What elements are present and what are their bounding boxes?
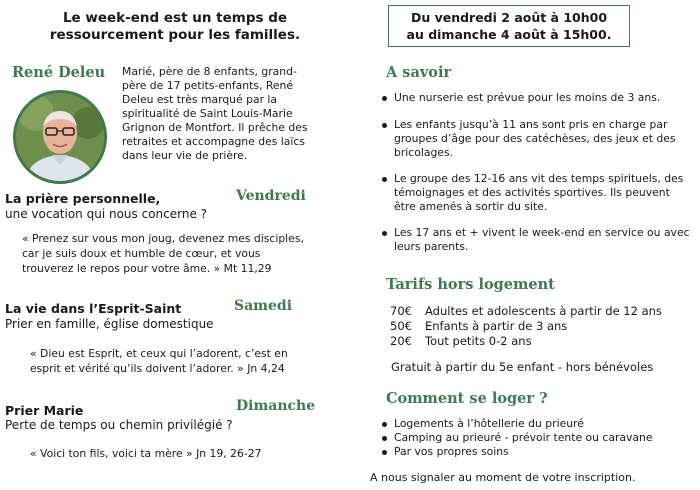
speaker-portrait-image [16, 93, 104, 181]
logement-heading: Comment se loger ? [386, 390, 548, 407]
tarif-label: Enfants à partir de 3 ans [425, 319, 568, 333]
bullet-icon [382, 177, 387, 182]
session-quote: « Voici ton fils, voici ta mère » Jn 19, 26-27 [30, 447, 262, 460]
tarif-price: 20€ [390, 334, 412, 348]
date-box: Du vendredi 2 août à 10h00 au dimanche 4 août à 15h00. [388, 5, 630, 47]
session-title: La vie dans l’Esprit-Saint [5, 301, 182, 316]
list-item: Logements à l’hôtellerie du prieuré [378, 417, 698, 431]
tarifs-note: Gratuit à partir du 5e enfant - hors bénévoles [391, 360, 654, 374]
bullet-icon [382, 436, 387, 441]
session-title: La prière personnelle, [5, 191, 161, 206]
headline: Le week-end est un temps de ressourcement pour les familles. [49, 10, 301, 43]
list-item: Le groupe des 12-16 ans vit des temps spirituels, des témoignages et des activités sportives. Ils peuvent être amenés à sortir du site. [378, 172, 698, 214]
speaker-bio: Marié, père de 8 enfants, grand- père de 17 petits-enfants, René Deleu est très marqué par la spiritualité de Saint Louis-Marie Grignon de Montfort. Il prêche des retraites et accompagne des laïcs dans leur vie de prière. [122, 65, 308, 162]
session-subtitle: une vocation qui nous concerne ? [5, 207, 208, 221]
session-day: Dimanche [236, 398, 316, 414]
tarif-price: 70€ [390, 304, 412, 318]
bullet-icon [382, 422, 387, 427]
a-savoir-list [378, 91, 698, 254]
logement-note: A nous signaler au moment de votre inscription. [370, 471, 636, 484]
bullet-icon [382, 231, 387, 236]
list-item: Par vos propres soins [378, 445, 698, 459]
tarif-row [390, 304, 662, 319]
logement-list [378, 417, 698, 459]
bullet-icon [382, 450, 387, 455]
tarif-row [390, 319, 567, 334]
session-day: Samedi [234, 298, 293, 314]
session-title: Prier Marie [5, 403, 84, 418]
tarif-row [390, 334, 532, 349]
tarif-label: Tout petits 0-2 ans [425, 334, 532, 348]
tarif-price: 50€ [390, 319, 412, 333]
tarifs-heading: Tarifs hors logement [386, 276, 555, 293]
session-day: Vendredi [236, 188, 306, 204]
speaker-name: René Deleu [12, 64, 106, 81]
list-item: Une nurserie est prévue pour les moins de 3 ans. [378, 91, 698, 105]
list-item: Les 17 ans et + vivent le week-end en service ou avec leurs parents. [378, 226, 698, 254]
list-item: Les enfants jusqu’à 11 ans sont pris en charge par groupes d’âge pour des catéchèses, des jeux et des bricolages. [378, 118, 698, 160]
a-savoir-heading: A savoir [386, 64, 452, 81]
list-item: Camping au prieuré - prévoir tente ou caravane [378, 431, 698, 445]
tarif-label: Adultes et adolescents à partir de 12 ans [425, 304, 662, 318]
bullet-icon [382, 96, 387, 101]
session-subtitle: Perte de temps ou chemin privilégié ? [5, 418, 233, 432]
bullet-icon [382, 123, 387, 128]
speaker-photo [13, 90, 107, 184]
session-subtitle: Prier en famille, église domestique [5, 317, 214, 331]
session-quote: « Prenez sur vous mon joug, devenez mes disciples, car je suis doux et humble de cœur, et vous trouverez le repos pour votre âme. » Mt 11,29 [22, 232, 304, 275]
session-quote: « Dieu est Esprit, et ceux qui l’adorent, c’est en esprit et vérité qu’ils doivent l’adorer. » Jn 4,24 [30, 347, 288, 375]
